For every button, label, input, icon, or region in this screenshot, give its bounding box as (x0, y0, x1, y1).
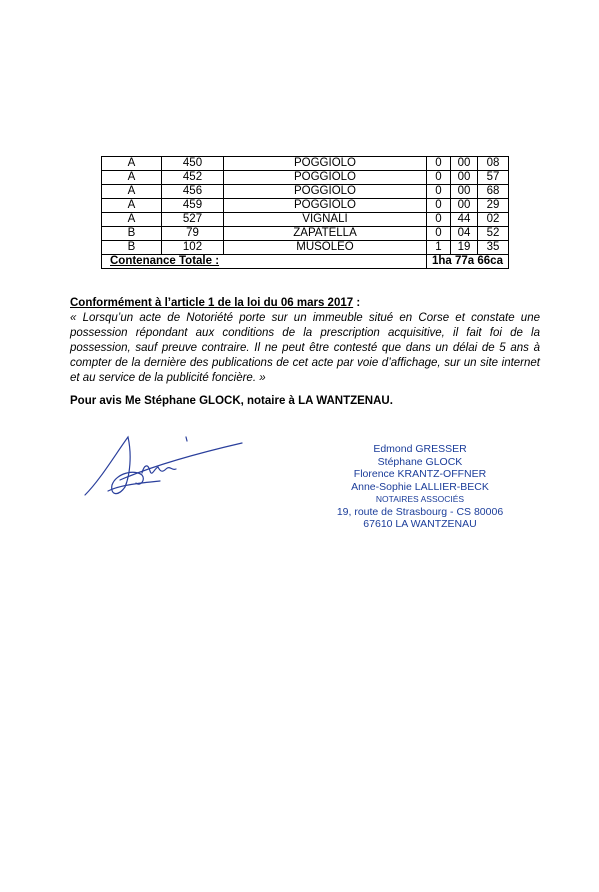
stamp-role: NOTAIRES ASSOCIÉS (375, 494, 465, 504)
cell-a: 04 (451, 227, 478, 241)
cell-section: A (102, 171, 162, 185)
cell-number: 79 (162, 227, 224, 241)
cell-a: 19 (451, 241, 478, 255)
cell-number: 459 (162, 199, 224, 213)
cell-ca: 02 (478, 213, 509, 227)
total-value: 1ha 77a 66ca (427, 255, 509, 269)
cell-section: B (102, 241, 162, 255)
parcel-table-body (102, 157, 509, 255)
legal-section (70, 296, 540, 386)
cell-section: A (102, 185, 162, 199)
stamp-address-2: 67610 LA WANTZENAU (363, 518, 477, 530)
notary-stamp (300, 443, 540, 531)
total-row (102, 255, 509, 269)
cell-number: 452 (162, 171, 224, 185)
cell-place: POGGIOLO (224, 171, 427, 185)
stamp-name-3: Florence KRANTZ-OFFNER (353, 468, 487, 480)
legal-title (70, 296, 540, 311)
table-row (102, 171, 509, 185)
cell-number: 450 (162, 157, 224, 171)
stamp-name-2: Stéphane GLOCK (377, 455, 463, 468)
cell-ca: 29 (478, 199, 509, 213)
table-row (102, 213, 509, 227)
parcel-table (101, 156, 509, 269)
table-row (102, 185, 509, 199)
handwritten-signature (80, 425, 250, 505)
cell-a: 00 (451, 199, 478, 213)
cell-number: 102 (162, 241, 224, 255)
cell-ca: 08 (478, 157, 509, 171)
cell-section: A (102, 199, 162, 213)
legal-quote: « Lorsqu’un acte de Notoriété porte sur un immeuble situé en Corse et constate une possession répondant aux conditions de la prescription acquisitive, il fait foi de la possession, sauf preuve contraire. Il ne peut être contesté que dans un délai de 5 ans à compter de la dernière des publications de cet acte par voie d’affichage, sur un site internet et au service de la publicité foncière. » (70, 312, 540, 384)
cell-place: ZAPATELLA (224, 227, 427, 241)
cell-place: POGGIOLO (224, 157, 427, 171)
stamp-name-4: Anne-Sophie LALLIER-BECK (351, 480, 489, 493)
cell-place: VIGNALI (224, 213, 427, 227)
cell-ha: 0 (427, 185, 451, 199)
cell-section: B (102, 227, 162, 241)
cell-ha: 0 (427, 157, 451, 171)
cell-a: 44 (451, 213, 478, 227)
cell-ha: 0 (427, 171, 451, 185)
cell-ca: 35 (478, 241, 509, 255)
cell-ha: 0 (427, 199, 451, 213)
cell-a: 00 (451, 185, 478, 199)
cell-section: A (102, 213, 162, 227)
cell-ha: 0 (427, 213, 451, 227)
stamp-address-1: 19, route de Strasbourg - CS 80006 (336, 505, 504, 518)
table-row (102, 241, 509, 255)
cell-ca: 52 (478, 227, 509, 241)
cell-ca: 68 (478, 185, 509, 199)
cell-section: A (102, 157, 162, 171)
cell-ha: 1 (427, 241, 451, 255)
cell-place: MUSOLEO (224, 241, 427, 255)
cell-a: 00 (451, 157, 478, 171)
table-row (102, 227, 509, 241)
cell-a: 00 (451, 171, 478, 185)
total-label: Contenance Totale : (102, 255, 427, 269)
cell-ca: 57 (478, 171, 509, 185)
cell-ha: 0 (427, 227, 451, 241)
cell-number: 456 (162, 185, 224, 199)
legal-title-text: Conformément à l’article 1 de la loi du 06 mars 2017 (70, 297, 354, 309)
cell-place: POGGIOLO (224, 199, 427, 213)
legal-title-suffix: : (353, 297, 361, 309)
cell-place: POGGIOLO (224, 185, 427, 199)
notice-text: Pour avis Me Stéphane GLOCK, notaire à LA WANTZENAU. (70, 395, 393, 407)
table-row (102, 157, 509, 171)
table-row (102, 199, 509, 213)
stamp-name-1: Edmond GRESSER (373, 443, 467, 455)
cell-number: 527 (162, 213, 224, 227)
